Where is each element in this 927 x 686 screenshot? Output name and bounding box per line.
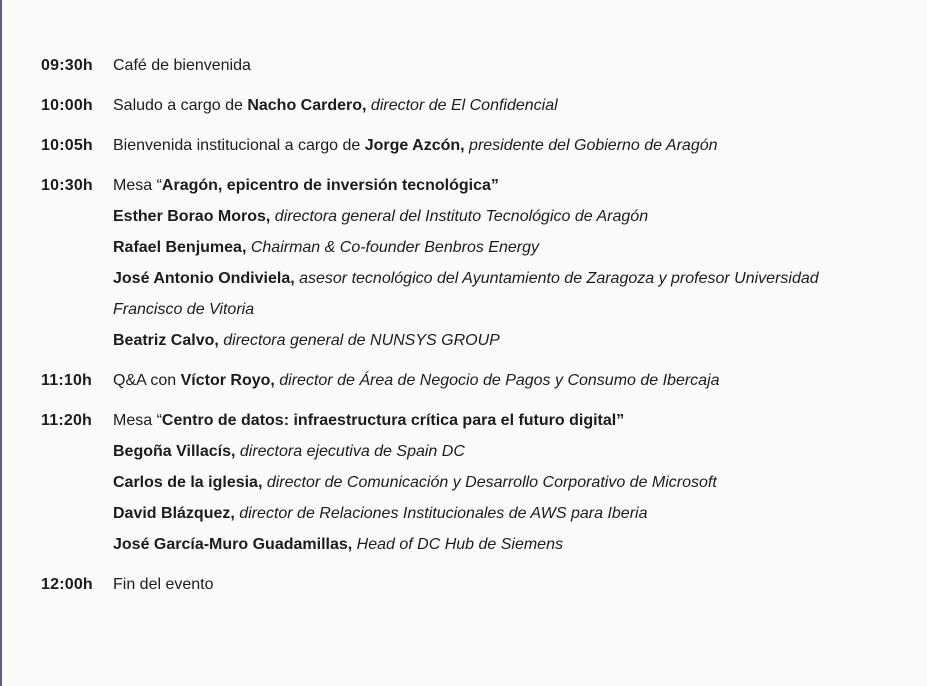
agenda-line — [113, 365, 901, 396]
speaker-role: director de Comunicación y Desarrollo Corporativo de Microsoft — [262, 474, 717, 491]
speaker-name: José García-Muro Guadamillas, — [113, 536, 353, 553]
panel-title — [113, 170, 901, 201]
agenda-time: 10:05h — [41, 137, 93, 154]
agenda-content — [113, 90, 901, 121]
agenda-text: Café de bienvenida — [113, 57, 251, 74]
agenda-line — [113, 90, 901, 121]
speaker-name: Begoña Villacís, — [113, 443, 236, 460]
agenda-item — [41, 170, 901, 356]
speaker-name: Jorge Azcón, — [364, 137, 465, 154]
agenda-time: 09:30h — [41, 57, 93, 74]
agenda-content — [113, 569, 901, 600]
speaker-role: Chairman & Co-founder Benbros Energy — [246, 239, 539, 256]
agenda-text: Mesa “ — [113, 177, 162, 194]
speaker-name: Rafael Benjumea, — [113, 239, 247, 256]
panelist-line — [113, 201, 901, 232]
speaker-role: presidente del Gobierno de Aragón — [464, 137, 718, 154]
agenda-line — [113, 50, 901, 81]
agenda-time: 10:00h — [41, 97, 93, 114]
panelist-line — [113, 263, 901, 294]
panelist-line — [113, 436, 901, 467]
agenda-content — [113, 170, 901, 356]
speaker-role: Francisco de Vitoria — [113, 301, 255, 318]
agenda-item — [41, 50, 901, 81]
agenda-list — [41, 50, 901, 609]
panelist-line-continued — [113, 294, 901, 325]
panel-topic: Aragón, epicentro de inversión tecnológica” — [161, 177, 499, 194]
panelist-line — [113, 529, 901, 560]
panelist-line — [113, 467, 901, 498]
agenda-time: 11:10h — [41, 372, 93, 389]
agenda-content — [113, 50, 901, 81]
agenda-content — [113, 130, 901, 161]
panelist-line — [113, 325, 901, 356]
speaker-role: asesor tecnológico del Ayuntamiento de Zaragoza y profesor Universidad — [294, 270, 819, 287]
agenda-time: 10:30h — [41, 177, 93, 194]
speaker-name: Nacho Cardero, — [247, 97, 367, 114]
speaker-name: Beatriz Calvo, — [113, 332, 219, 349]
agenda-time: 12:00h — [41, 576, 93, 593]
speaker-name: Esther Borao Moros, — [113, 208, 271, 225]
agenda-text: Saludo a cargo de — [113, 97, 248, 114]
agenda-item — [41, 90, 901, 121]
speaker-role: directora general del Instituto Tecnológico de Aragón — [270, 208, 649, 225]
panel-title — [113, 405, 901, 436]
speaker-role: director de Área de Negocio de Pagos y Consumo de Ibercaja — [274, 372, 720, 389]
speaker-name: José Antonio Ondiviela, — [113, 270, 295, 287]
agenda-text: Fin del evento — [113, 576, 214, 593]
panelist-line — [113, 232, 901, 263]
agenda-item — [41, 365, 901, 396]
agenda-item — [41, 569, 901, 600]
speaker-name: Víctor Royo, — [180, 372, 275, 389]
agenda-text: Q&A con — [113, 372, 181, 389]
agenda-item — [41, 405, 901, 560]
speaker-name: David Blázquez, — [113, 505, 235, 522]
agenda-text: Mesa “ — [113, 412, 162, 429]
agenda-item — [41, 130, 901, 161]
agenda-content — [113, 365, 901, 396]
agenda-text: Bienvenida institucional a cargo de — [113, 137, 365, 154]
speaker-role: director de El Confidencial — [366, 97, 558, 114]
agenda-time: 11:20h — [41, 412, 93, 429]
speaker-role: director de Relaciones Institucionales de AWS para Iberia — [234, 505, 648, 522]
speaker-role: directora general de NUNSYS GROUP — [218, 332, 500, 349]
panelist-line — [113, 498, 901, 529]
agenda-line — [113, 569, 901, 600]
speaker-role: directora ejecutiva de Spain DC — [235, 443, 465, 460]
speaker-name: Carlos de la iglesia, — [113, 474, 263, 491]
agenda-content — [113, 405, 901, 560]
panel-topic: Centro de datos: infraestructura crítica para el futuro digital” — [161, 412, 625, 429]
left-border-rule — [0, 0, 2, 686]
agenda-line — [113, 130, 901, 161]
speaker-role: Head of DC Hub de Siemens — [352, 536, 563, 553]
